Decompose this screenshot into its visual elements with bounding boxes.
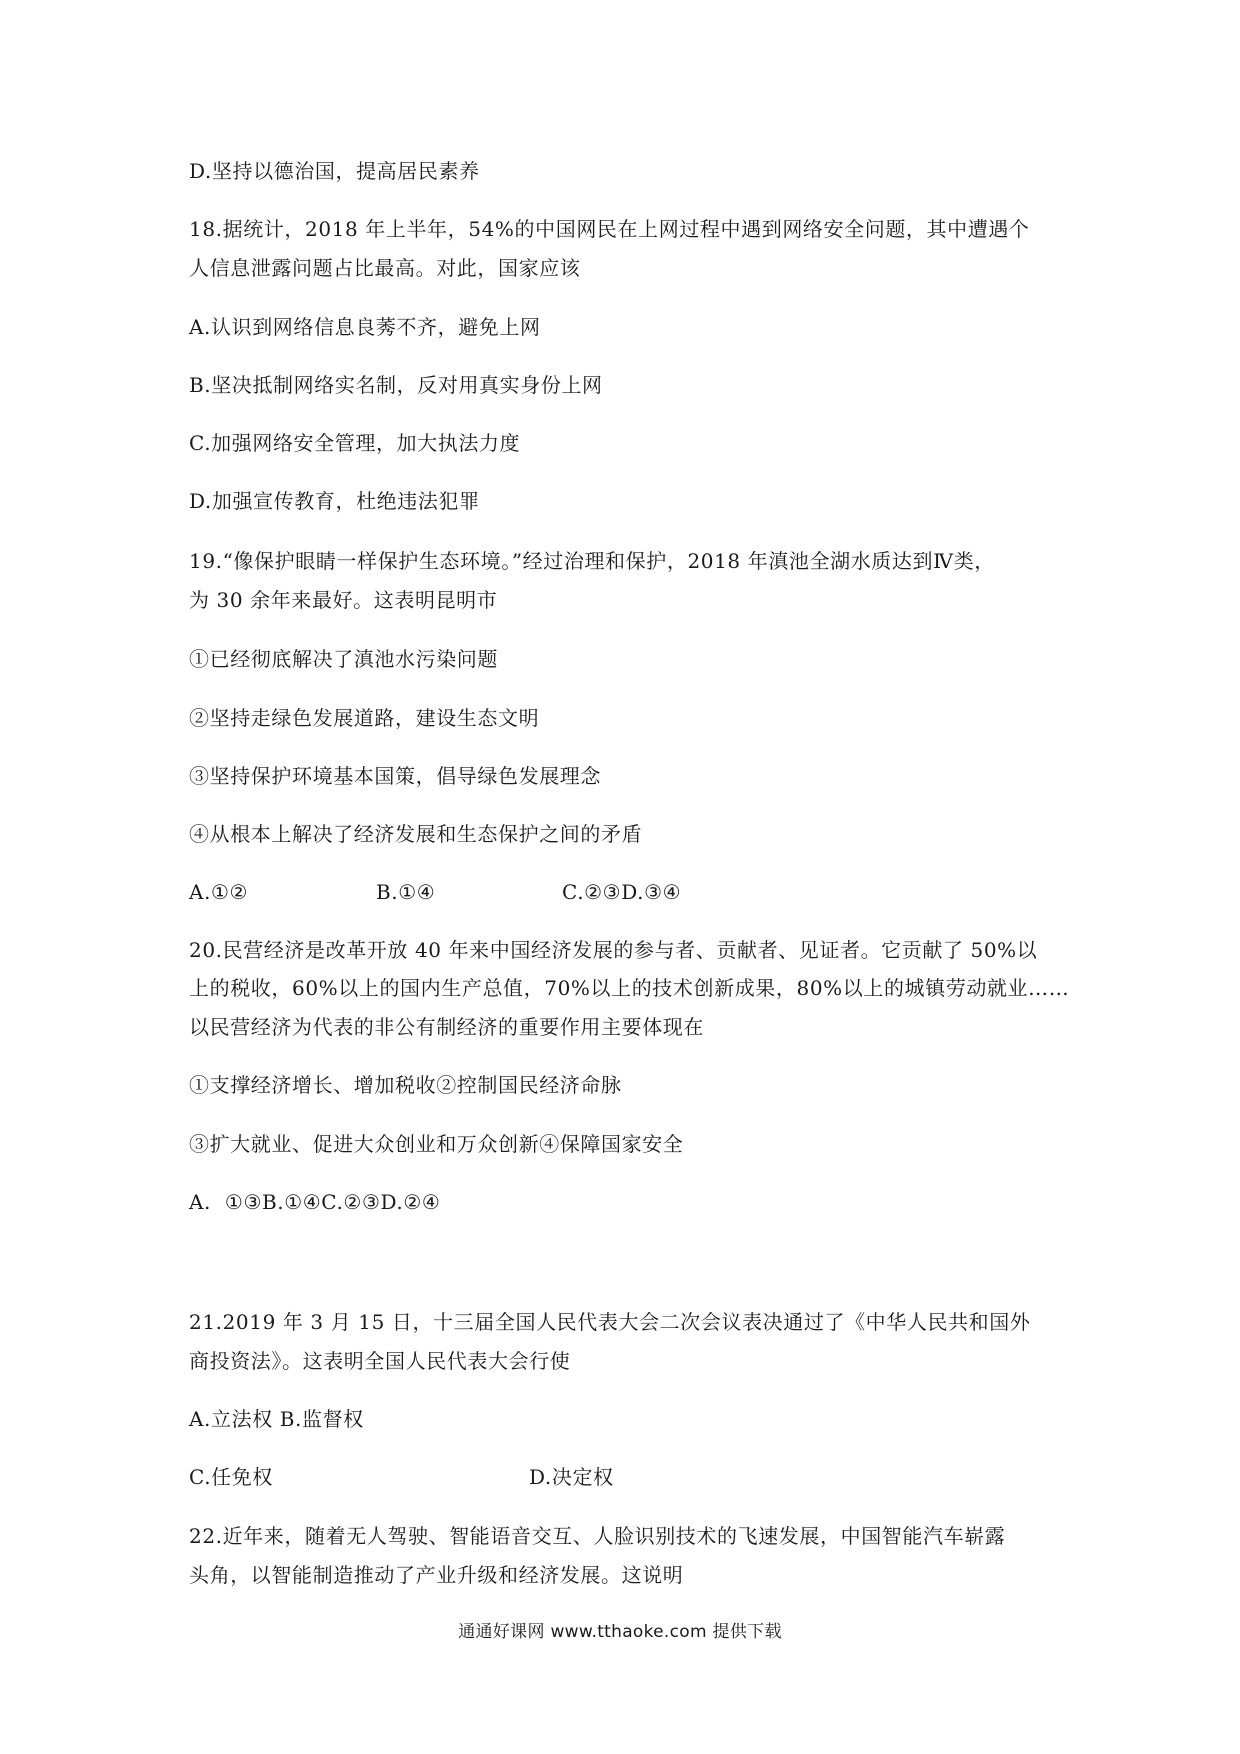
q20-options: A. ①③B.①④C.②③D.②④ (189, 1190, 441, 1214)
q21-stem-line-2: 商投资法》。这表明全国人民代表大会行使 (189, 1349, 571, 1373)
q18-option-b: B.坚决抵制网络实名制，反对用真实身份上网 (189, 373, 603, 397)
q18-option-a: A.认识到网络信息良莠不齐，避免上网 (189, 315, 541, 339)
q20-stem-line-1: 20.民营经济是改革开放 40 年来中国经济发展的参与者、贡献者、见证者。它贡献了 50%以 (189, 938, 1038, 962)
q20-items-3-4: ③扩大就业、促进大众创业和万众创新④保障国家安全 (189, 1132, 684, 1156)
page-footer: 通通好课网 www.tthaoke.com 提供下载 (458, 1622, 782, 1642)
q19-option-b: B.①④ (376, 880, 436, 904)
q17-option-d: D.坚持以德治国，提高居民素养 (189, 159, 480, 183)
q18-option-d: D.加强宣传教育，杜绝违法犯罪 (189, 489, 480, 513)
q20-stem-line-2: 上的税收，60%以上的国内生产总值，70%以上的技术创新成果，80%以上的城镇劳动就业…… (189, 976, 1070, 1000)
q22-stem-line-2: 头角，以智能制造推动了产业升级和经济发展。这说明 (189, 1563, 684, 1587)
q19-option-c-d: C.②③D.③④ (562, 880, 682, 904)
q19-stem-line-2: 为 30 余年来最好。这表明昆明市 (189, 588, 498, 612)
q19-stem-line-1: 19.“像保护眼睛一样保护生态环境。”经过治理和保护，2018 年滇池全湖水质达到Ⅳ类， (189, 549, 995, 573)
q19-option-a: A.①② (189, 880, 249, 904)
q21-options-a-b: A.立法权 B.监督权 (189, 1407, 364, 1431)
q21-option-c: C.任免权 (189, 1465, 273, 1489)
q19-item-3: ③坚持保护环境基本国策，倡导绿色发展理念 (189, 764, 601, 788)
q21-option-d: D.决定权 (529, 1465, 614, 1489)
q20-items-1-2: ①支撑经济增长、增加税收②控制国民经济命脉 (189, 1073, 622, 1097)
q22-stem-line-1: 22.近年来，随着无人驾驶、智能语音交互、人脸识别技术的飞速发展，中国智能汽车崭露 (189, 1524, 1006, 1548)
q21-stem-line-1: 21.2019 年 3 月 15 日，十三届全国人民代表大会二次会议表决通过了《中华人民共和国外 (189, 1310, 1031, 1334)
q18-stem-line-1: 18.据统计，2018 年上半年，54%的中国网民在上网过程中遇到网络安全问题，其中遭遇个 (189, 217, 1030, 241)
q19-item-1: ①已经彻底解决了滇池水污染问题 (189, 647, 498, 671)
q18-option-c: C.加强网络安全管理，加大执法力度 (189, 431, 521, 455)
q20-stem-line-3: 以民营经济为代表的非公有制经济的重要作用主要体现在 (189, 1015, 704, 1039)
q19-item-2: ②坚持走绿色发展道路，建设生态文明 (189, 706, 540, 730)
q19-item-4: ④从根本上解决了经济发展和生态保护之间的矛盾 (189, 822, 643, 846)
q18-stem-line-2: 人信息泄露问题占比最高。对此，国家应该 (189, 256, 581, 280)
